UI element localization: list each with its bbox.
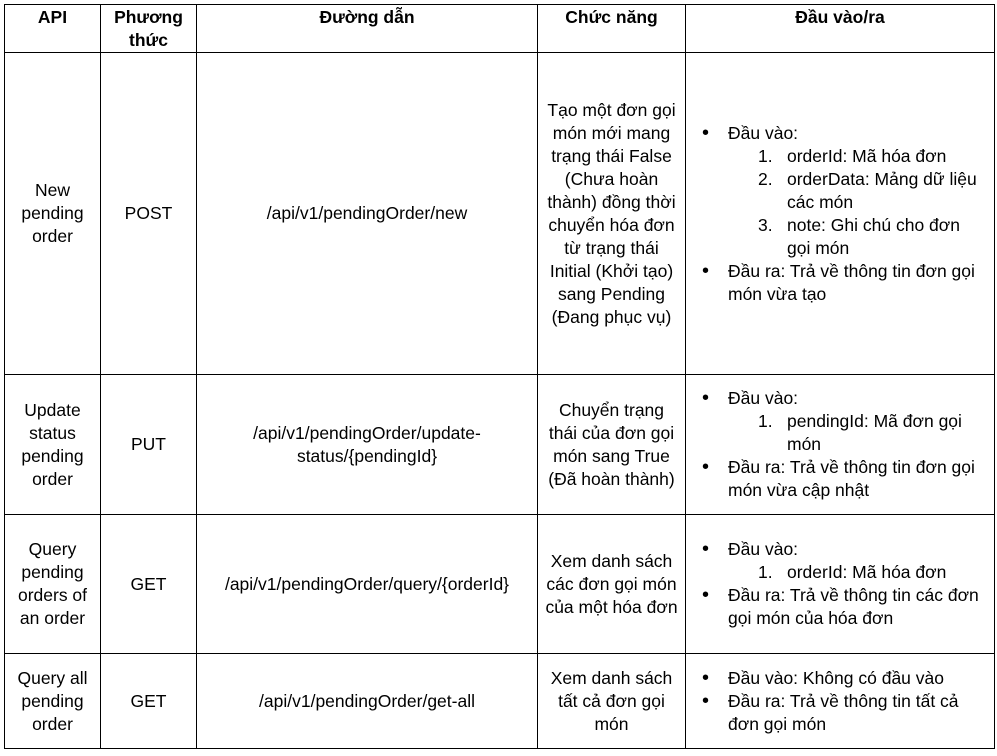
output-item: • Đầu ra: Trả về thông tin tất cả đơn gọi món [696,690,986,736]
param-number: 1. [758,562,773,582]
input-item: • Đầu vào: Không có đầu vào [696,667,986,690]
output-item: • Đầu ra: Trả về thông tin đơn gọi món vừa tạo [696,260,986,306]
table-row [5,375,995,515]
cell-path: /api/v1/pendingOrder/new [197,53,538,375]
cell-method: GET [101,654,197,749]
table-row [5,53,995,375]
cell-api: Update status pending order [5,375,101,515]
output-item: • Đầu ra: Trả về thông tin đơn gọi món vừa cập nhật [696,456,986,502]
io-list [696,538,986,630]
io-list [696,387,986,502]
cell-function: Chuyển trạng thái của đơn gọi món sang True (Đã hoàn thành) [538,375,686,515]
param-text: note: Ghi chú cho đơn gọi món [787,214,960,258]
input-param [728,145,986,168]
cell-io [686,654,995,749]
param-number: 1. [758,411,773,431]
input-param [728,168,986,214]
api-table [4,4,995,749]
header-path: Đường dẫn [197,5,538,53]
input-param [728,214,986,260]
input-params [728,145,986,260]
input-label: Đầu vào: [728,539,799,559]
cell-path: /api/v1/pendingOrder/update-status/{pendingId} [197,375,538,515]
cell-function: Tạo một đơn gọi món mới mang trạng thái False (Chưa hoàn thành) đồng thời chuyển hóa đơn từ trạng thái Initial (Khởi tạo) sang Pending (Đang phục vụ) [538,53,686,375]
param-text: orderId: Mã hóa đơn [787,145,947,166]
header-io: Đầu vào/ra [686,5,995,53]
param-number: 1. [758,145,773,166]
cell-method: GET [101,515,197,654]
table-row [5,515,995,654]
output-item: • Đầu ra: Trả về thông tin các đơn gọi món của hóa đơn [696,584,986,630]
input-params [728,410,986,456]
header-function: Chức năng [538,5,686,53]
cell-api: Query all pending order [5,654,101,749]
io-list [696,667,986,736]
header-api: API [5,5,101,53]
param-number: 2. [758,168,773,189]
table-row [5,654,995,749]
param-text: orderData: Mảng dữ liệu các món [787,168,977,212]
cell-api: New pending order [5,53,101,375]
input-param [728,561,986,584]
param-text: orderId: Mã hóa đơn [787,562,947,582]
param-text: pendingId: Mã đơn gọi món [787,411,962,454]
cell-path: /api/v1/pendingOrder/get-all [197,654,538,749]
input-item [696,538,986,584]
cell-io [686,53,995,375]
cell-function: Xem danh sách các đơn gọi món của một hóa đơn [538,515,686,654]
cell-method: PUT [101,375,197,515]
cell-io [686,375,995,515]
input-label: Đầu vào: [728,388,799,408]
param-number: 3. [758,214,773,235]
input-param [728,410,986,456]
cell-io [686,515,995,654]
cell-method: POST [101,53,197,375]
input-params [728,561,986,584]
input-item [696,387,986,456]
cell-api: Query pending orders of an order [5,515,101,654]
io-list [696,122,986,306]
header-method: Phương thức [101,5,197,53]
input-label: Đầu vào: [728,122,799,143]
input-item [696,122,986,260]
cell-path: /api/v1/pendingOrder/query/{orderId} [197,515,538,654]
header-row [5,5,995,53]
cell-function: Xem danh sách tất cả đơn gọi món [538,654,686,749]
